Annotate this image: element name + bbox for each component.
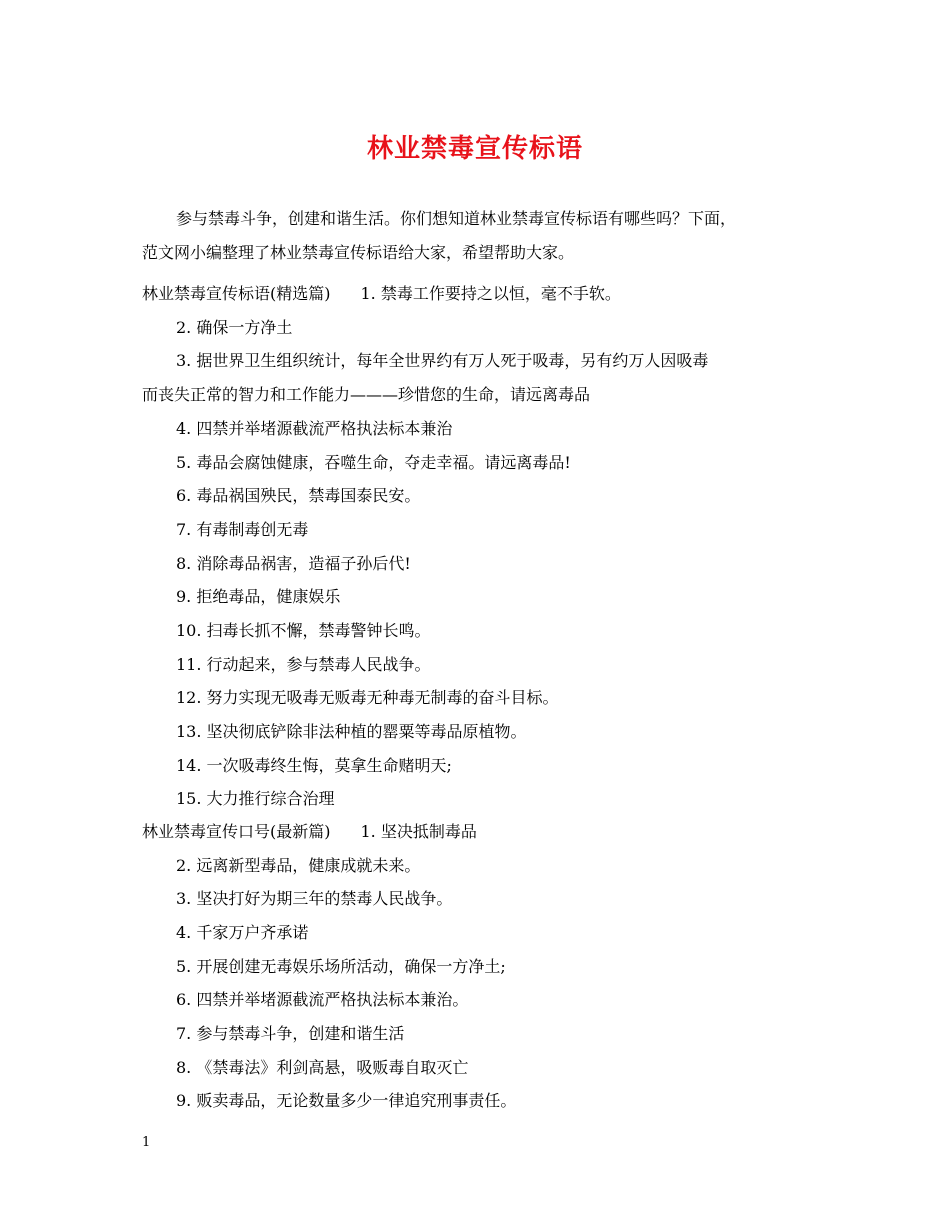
section2-item-1: 1. 坚决抵制毒品: [360, 822, 477, 841]
list-item: 3. 据世界卫生组织统计，每年全世界约有万人死于吸毒，另有约万人因吸毒: [176, 351, 709, 370]
list-item: 11. 行动起来，参与禁毒人民战争。: [176, 655, 431, 674]
list-item: 3. 坚决打好为期三年的禁毒人民战争。: [176, 889, 453, 908]
list-item: 2. 确保一方净土: [176, 318, 293, 337]
list-item: 13. 坚决彻底铲除非法种植的罂粟等毒品原植物。: [176, 722, 527, 741]
list-item: 14. 一次吸毒终生悔，莫拿生命赌明天;: [176, 756, 452, 775]
list-item: 12. 努力实现无吸毒无贩毒无种毒无制毒的奋斗目标。: [176, 688, 559, 707]
page-number: 1: [142, 1135, 151, 1150]
list-item: 2. 远离新型毒品，健康成就未来。: [176, 856, 421, 875]
list-item: 10. 扫毒长抓不懈，禁毒警钟长鸣。: [176, 621, 431, 640]
list-item: 8. 《禁毒法》利剑高悬，吸贩毒自取灭亡: [176, 1058, 469, 1077]
document-title: 林业禁毒宣传标语: [366, 134, 583, 164]
list-item: 9. 贩卖毒品，无论数量多少一律追究刑事责任。: [176, 1091, 517, 1110]
section1-item-1: 1. 禁毒工作要持之以恒，毫不手软。: [360, 284, 621, 303]
intro-line-2: 范文网小编整理了林业禁毒宣传标语给大家，希望帮助大家。: [142, 243, 575, 262]
list-item: 4. 千家万户齐承诺: [176, 923, 309, 942]
list-item: 6. 毒品祸国殃民，禁毒国泰民安。: [176, 486, 421, 505]
list-item: 7. 参与禁毒斗争，创建和谐生活: [176, 1024, 405, 1043]
section1-heading-row: [142, 283, 621, 305]
list-item: 5. 毒品会腐蚀健康，吞噬生命，夺走幸福。请远离毒品!: [176, 453, 571, 472]
list-item: 7. 有毒制毒创无毒: [176, 520, 309, 539]
section1-heading: 林业禁毒宣传标语(精选篇): [142, 284, 331, 303]
list-item: 9. 拒绝毒品，健康娱乐: [176, 587, 341, 606]
list-item: 15. 大力推行综合治理: [176, 789, 335, 808]
section2-heading: 林业禁毒宣传口号(最新篇): [142, 822, 331, 841]
list-item: 8. 消除毒品祸害，造福子孙后代!: [176, 554, 411, 573]
list-item-continuation: 而丧失正常的智力和工作能力———珍惜您的生命，请远离毒品: [142, 385, 591, 404]
list-item: 4. 四禁并举堵源截流严格执法标本兼治: [176, 419, 453, 438]
list-item: 5. 开展创建无毒娱乐场所活动，确保一方净土;: [176, 957, 506, 976]
section2-heading-row: [142, 821, 477, 843]
intro-line-1: 参与禁毒斗争，创建和谐生活。你们想知道林业禁毒宣传标语有哪些吗？下面，: [176, 209, 737, 228]
list-item: 6. 四禁并举堵源截流严格执法标本兼治。: [176, 990, 469, 1009]
